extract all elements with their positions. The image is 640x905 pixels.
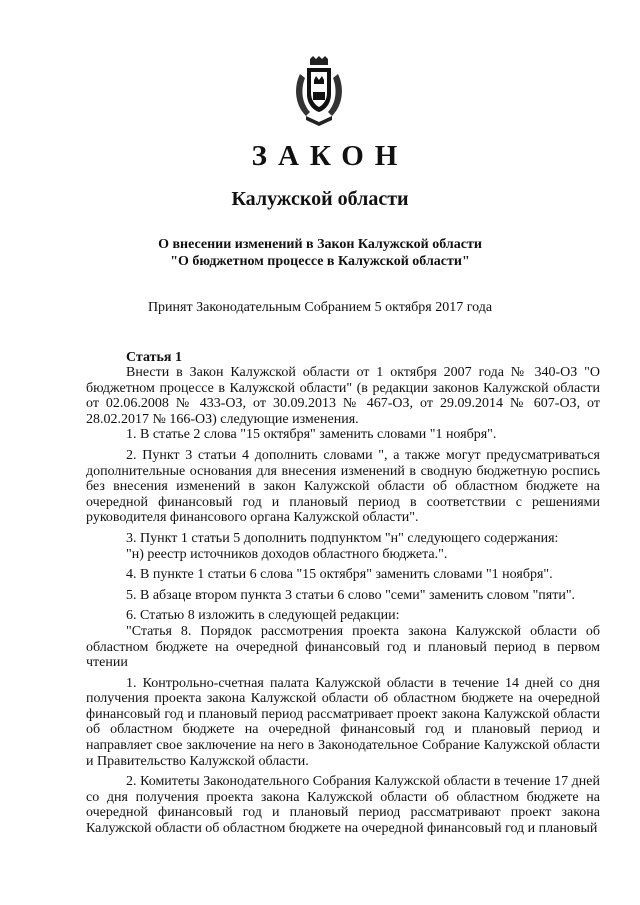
article-8-heading: "Статья 8. Порядок рассмотрения проекта закона Калужской области об областном бюджете на очередной финансовый год и плановый период в первом чтении [86,623,600,671]
article-body [86,365,600,842]
subtitle-line-1: О внесении изменений в Закон Калужской области [158,237,482,252]
subtitle-line-2: "О бюджетном процессе в Калужской области" [170,254,470,269]
law-subtitle [0,236,640,270]
amendment-4: 4. В пункте 1 статьи 6 слова "15 октября" заменить словами "1 ноября". [126,567,553,583]
document-title: ЗАКОН [251,140,409,172]
adoption-note: Принят Законодательным Собранием 5 октября 2017 года [147,300,493,315]
coat-of-arms-icon [292,56,346,126]
intro-paragraph: Внести в Закон Калужской области от 1 октября 2007 года № 340-ОЗ "О бюджетном процессе в Калужской области" (в редакции законов Калужской области от 02.06.2008 № 433-ОЗ, от 30.09.2013 № 467-ОЗ, от 29.09.2014 № 607-ОЗ, от 28.02.2017 № 166-ОЗ) следующие изменения. [86,365,600,427]
article-8-clause-2: 2. Комитеты Законодательного Собрания Калужской области в течение 17 дней со дня получения проекта закона Калужской области об областном бюджете на очередной финансовый год и плановый период рассматривают проект закона Калужской области об областном бюджете на очередной финансовый год и плановый [86,774,600,837]
article-8-clause-1: 1. Контрольно-счетная палата Калужской области в течение 14 дней со дня получения проекта закона Калужской области об областном бюджете на очередной финансовый год и плановый период рассматривает проект закона Калужской области об областном бюджете на очередной финансовый год и плановый период и направляет свое заключение на него в Законодательное Собрание Калужской области и Правительство Калужской области. [86,675,600,769]
article-heading: Статья 1 [126,350,182,365]
amendment-6: 6. Статью 8 изложить в следующей редакции: [126,608,400,624]
amendment-3-text: "н) реестр источников доходов областного бюджета.". [126,546,448,562]
region-name: Калужской области [231,188,409,210]
amendment-5: 5. В абзаце втором пункта 3 статьи 6 слово "семи" заменить словом "пяти". [126,587,576,603]
amendment-2: 2. Пункт 3 статьи 4 дополнить словами ", а также могут предусматриваться дополнительные основания для внесения изменений в сводную бюджетную роспись без внесения изменений в закон Калужской области об областном бюджете на очередной финансовый год и плановый период в соответствии с решениями руководителя финансового органа Калужской области". [86,447,600,526]
amendment-1: 1. В статье 2 слова "15 октября" заменить словами "1 ноября". [126,427,497,443]
amendment-3: 3. Пункт 1 статьи 5 дополнить подпунктом "н" следующего содержания: [126,530,559,546]
